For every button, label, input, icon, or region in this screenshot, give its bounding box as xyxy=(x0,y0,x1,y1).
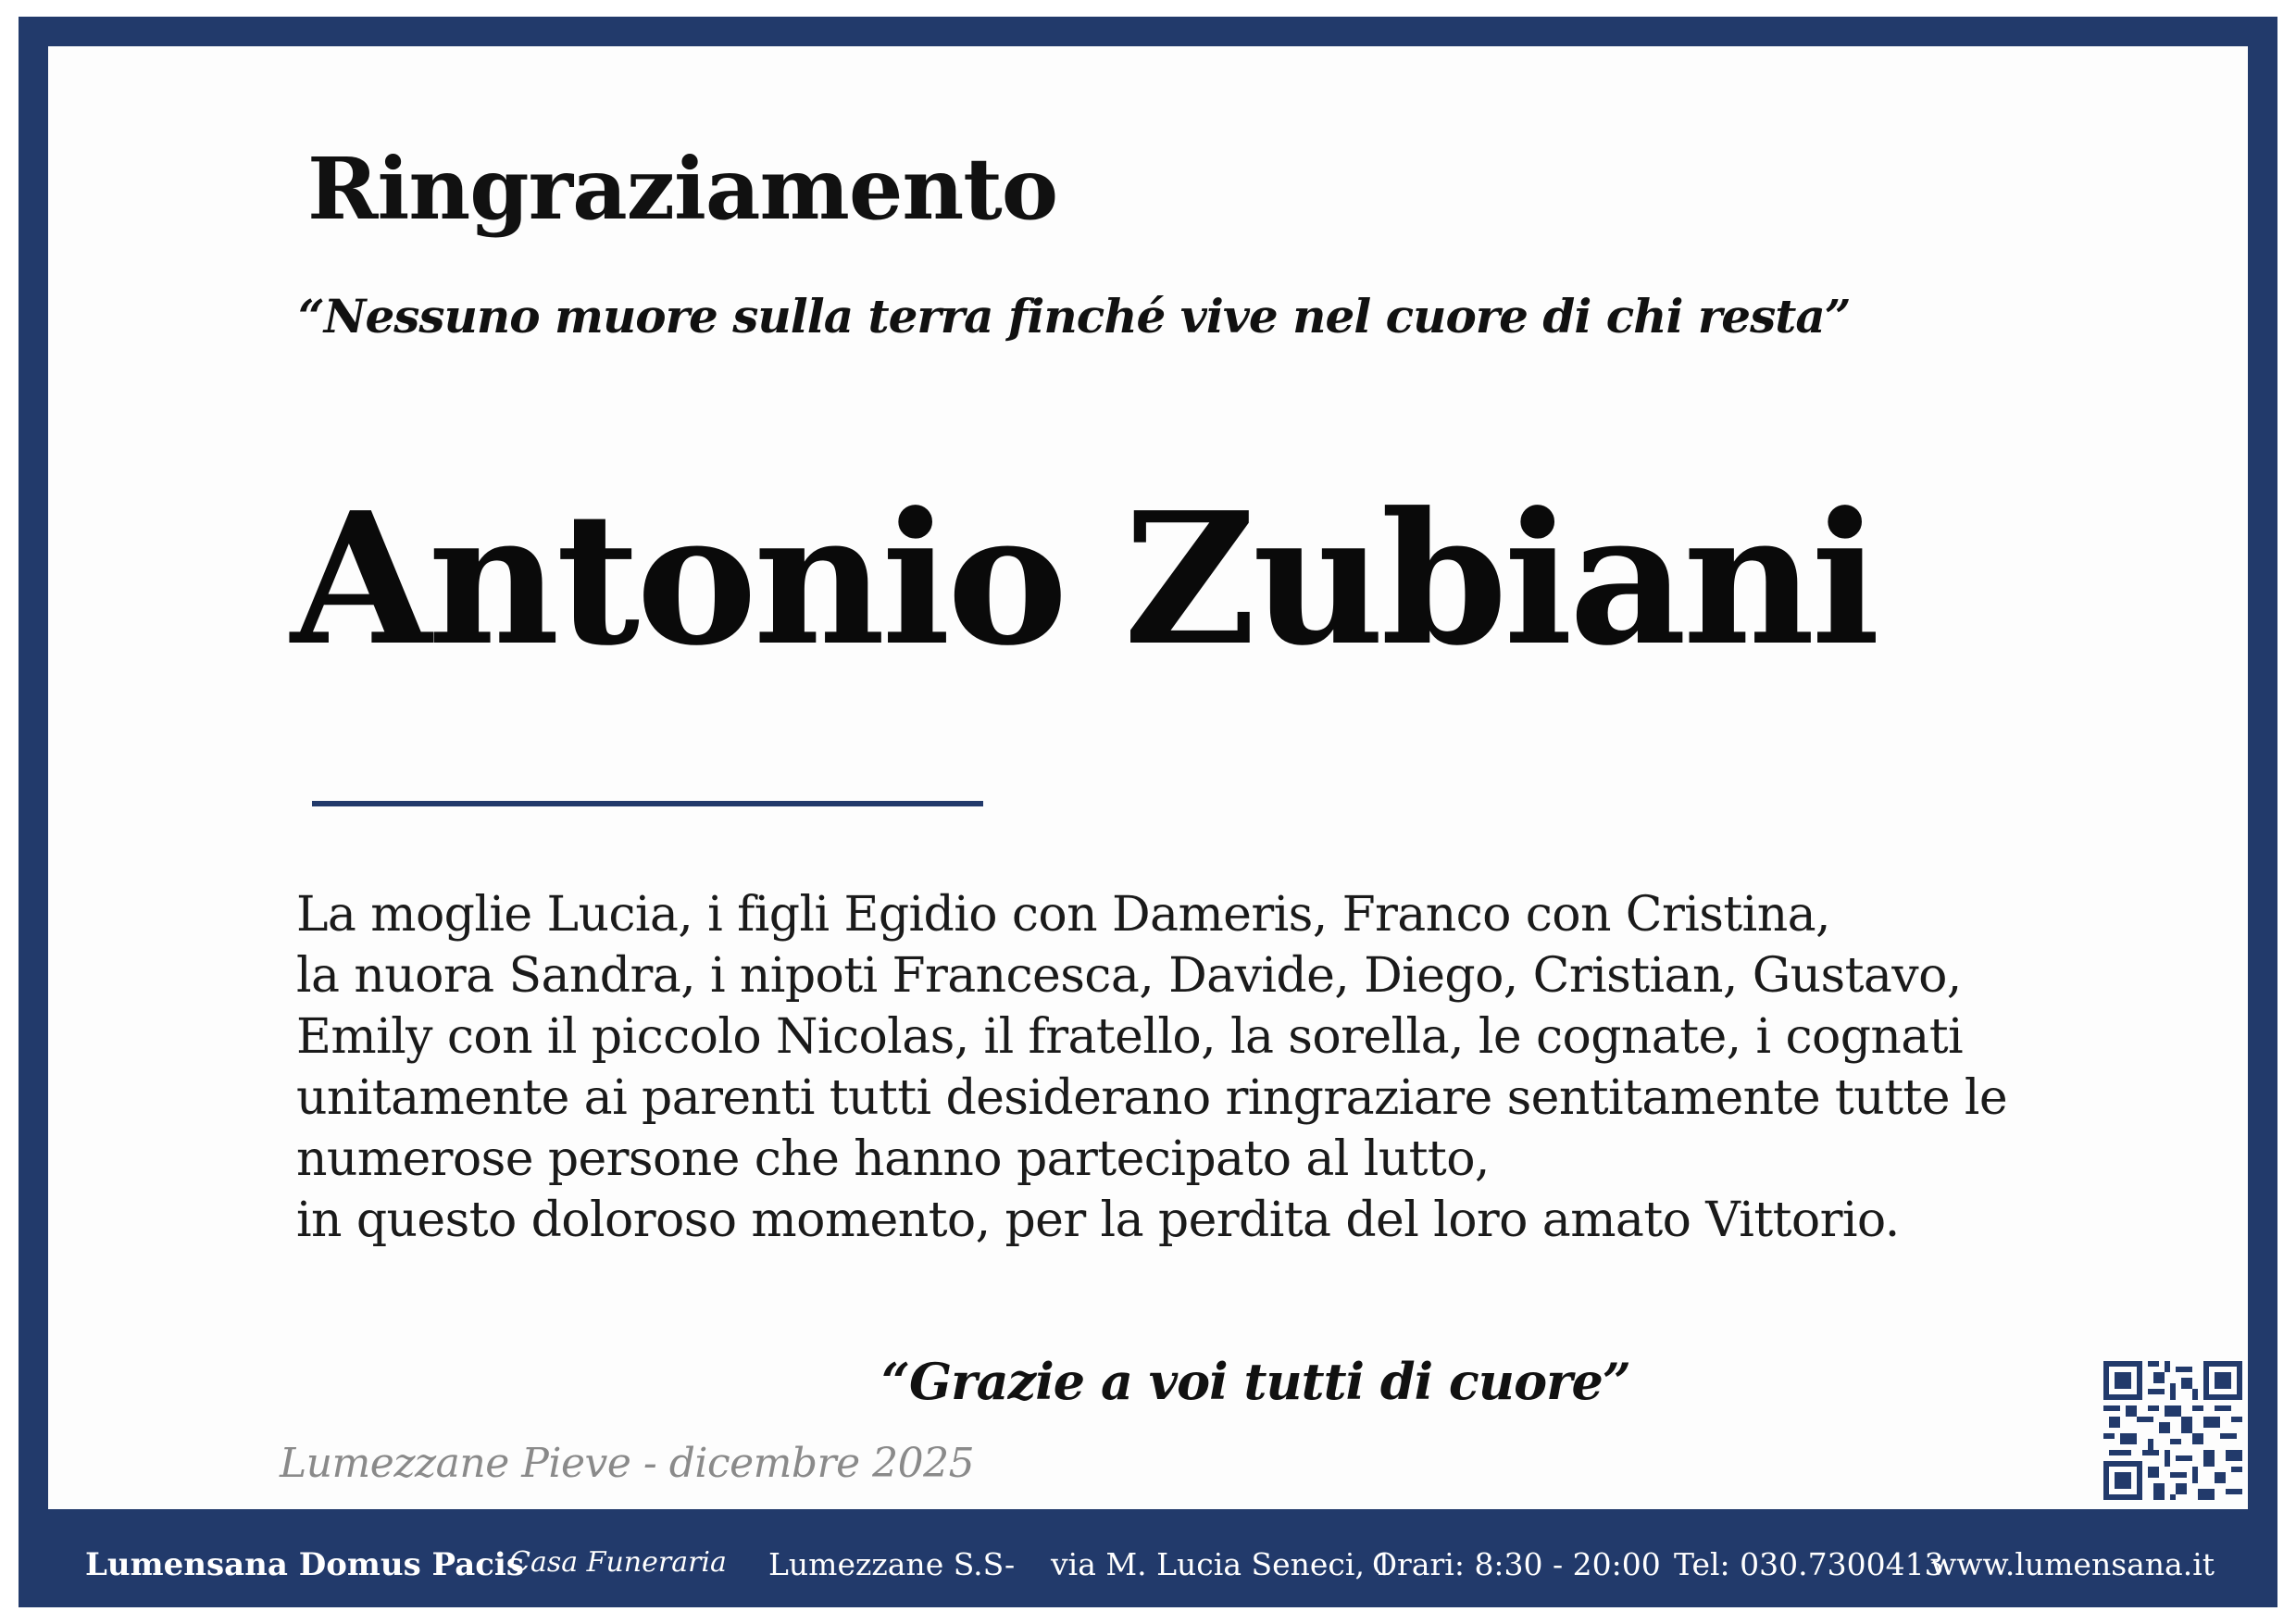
divider-line xyxy=(312,801,983,806)
notice-panel xyxy=(48,46,2248,1509)
footer-town: Lumezzane S.S xyxy=(768,1546,1004,1582)
body-line: unitamente ai parenti tutti desiderano ringraziare sentitamente tutte le xyxy=(296,1070,2008,1126)
footer-bar xyxy=(19,1509,2277,1607)
notice-body xyxy=(296,884,2222,1251)
body-line: La moglie Lucia, i figli Egidio con Dameris, Franco con Cristina, xyxy=(296,887,1830,943)
notice-frame xyxy=(19,17,2277,1607)
footer-website-link[interactable]: www.lumensana.it xyxy=(1930,1546,2215,1582)
body-line: in questo doloroso momento, per la perdita del loro amato Vittorio. xyxy=(296,1193,1900,1248)
footer-hours: Orari: 8:30 - 20:00 xyxy=(1372,1546,1661,1582)
notice-title: Ringraziamento xyxy=(307,139,1058,239)
footer-address: via M. Lucia Seneci, 1 xyxy=(1051,1546,1394,1582)
footer-phone[interactable]: Tel: 030.7300413 xyxy=(1674,1546,1944,1582)
footer-brand: Lumensana Domus Pacis xyxy=(85,1546,524,1583)
body-line: Emily con il piccolo Nicolas, il fratello, la sorella, le cognate, i cognati xyxy=(296,1009,1964,1065)
thanks-line: “Grazie a voi tutti di cuore” xyxy=(881,1352,1630,1411)
body-line: numerose persone che hanno partecipato al lutto, xyxy=(296,1131,1490,1187)
place-date: Lumezzane Pieve - dicembre 2025 xyxy=(280,1440,975,1487)
body-line: la nuora Sandra, i nipoti Francesca, Davide, Diego, Cristian, Gustavo, xyxy=(296,948,1962,1004)
qr-code-icon[interactable] xyxy=(2103,1361,2242,1500)
notice-quote: “Nessuno muore sulla terra finché vive nel cuore di chi resta” xyxy=(298,289,1851,344)
deceased-name: Antonio Zubiani xyxy=(291,473,1877,686)
footer-type: Casa Funeraria xyxy=(509,1546,727,1579)
footer-separator: - xyxy=(1004,1546,1016,1582)
